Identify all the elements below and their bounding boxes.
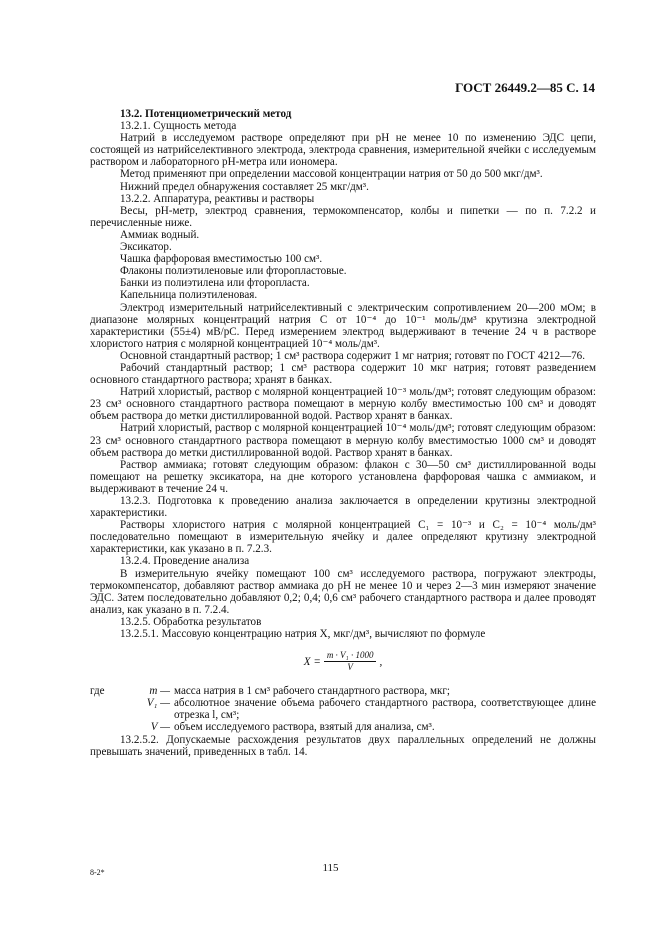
- paragraph: Метод применяют при определении массовой концентрации натрия от 50 до 500 мкг/дм³.: [120, 168, 543, 181]
- paragraph: Натрий в исследуемом растворе определяют при рН не менее 10 по изменению ЭДС цепи, состоящей из натрийселективного электрода, электрода сравнения, измерительной ячейки с исследуемым раствором и лабораторного рН-метра или иономера.: [90, 132, 596, 169]
- paragraph: Аммиак водный.: [120, 228, 200, 241]
- paragraph: Основной стандартный раствор; 1 см³ раствора содержит 1 мг натрия; готовят по ГОСТ 4212—76.: [120, 349, 585, 362]
- formula: [90, 650, 596, 673]
- section-title: 13.2. Потенциометрический метод: [120, 108, 292, 120]
- paragraph: Электрод измерительный натрийселективный с электрическим сопротивлением 20—200 мОм; в диапазоне молярных концентраций натрия С от 10⁻⁴ до 10⁻¹ моль/дм³ крутизна электродной характеристики (55±4) мВ/рС. Перед измерением электрод выдерживают в течение 24 ч в растворе хлористого натрия с молярной концентрацией 10⁻⁴ моль/дм³.: [90, 301, 596, 350]
- document-body: [90, 108, 596, 758]
- paragraph: 13.2.2. Аппаратура, реактивы и растворы: [120, 192, 315, 205]
- paragraph: Капельница полиэтиленовая.: [120, 289, 258, 302]
- paragraph: Нижний предел обнаружения составляет 25 мкг/дм³.: [120, 180, 369, 193]
- page-number: 115: [322, 862, 339, 874]
- variable-definition: [90, 721, 596, 733]
- variable-definition: [90, 685, 596, 697]
- formula-lhs: X =: [303, 655, 321, 668]
- paragraph: Натрий хлористый, раствор с молярной концентрацией 10⁻⁴ моль/дм³; готовят следующим образом: 23 см³ основного стандартного раствора помещают в мерную колбу вместимостью 1000 см³ и доводят объем раствора до метки дистиллированной водой. Раствор хранят в банках.: [90, 422, 596, 459]
- formula-fraction: [324, 650, 377, 673]
- formula-numerator: m · V₁ · 1000: [324, 650, 377, 662]
- paragraph: Натрий хлористый, раствор с молярной концентрацией 10⁻³ моль/дм³; готовят следующим образом: 23 см³ основного стандартного раствора помещают в мерную колбу вместимостью 100 см³ и доводят объем раствора до метки дистиллированной водой. Раствор хранят в банках.: [90, 386, 596, 423]
- paragraph: В измерительную ячейку помещают 100 см³ исследуемого раствора, погружают электроды, термокомпенсатор, добавляют раствор аммиака до рН не менее 10 и через 2—3 мин измеряют значение ЭДС. Затем последовательно добавляют 0,2; 0,4; 0,6 см³ рабочего стандартного раствора и далее проводят анализ, как указано в п. 7.2.4.: [90, 567, 596, 616]
- variable-term: V —: [150, 721, 170, 734]
- formula-denominator: V: [347, 662, 353, 673]
- where-lead: [90, 697, 140, 721]
- paragraph: 13.2.1. Сущность метода: [120, 120, 237, 133]
- document-header: ГОСТ 26449.2—85 С. 14: [455, 80, 595, 95]
- paragraph: Чашка фарфоровая вместимостью 100 см³.: [120, 253, 323, 266]
- paragraph: Флаконы полиэтиленовые или фторопластовые.: [120, 265, 347, 278]
- formula-tail: ,: [379, 655, 383, 668]
- paragraph: 13.2.5.1. Массовую концентрацию натрия X, мкг/дм³, вычисляют по формуле: [120, 628, 486, 641]
- paragraph: Рабочий стандартный раствор; 1 см³ раствора содержит 10 мкг натрия; готовят разведением основного стандартного раствора; хранят в банках.: [90, 361, 596, 387]
- paragraph: Эксикатор.: [120, 241, 172, 254]
- paragraph: 13.2.5. Обработка результатов: [120, 615, 262, 628]
- variable-term: m —: [149, 685, 170, 698]
- variable-description: абсолютное значение объема рабочего стандартного раствора, соответствующее длине отрезка l, см³;: [174, 697, 596, 722]
- variable-definition: [90, 697, 596, 721]
- where-lead: [90, 721, 140, 733]
- paragraph: Банки из полиэтилена или фторопласта.: [120, 277, 310, 290]
- variable-term: V₁ —: [146, 697, 170, 710]
- variable-description: масса натрия в 1 см³ рабочего стандартного раствора, мкг;: [174, 685, 450, 698]
- sheet-mark: 8-2*: [90, 868, 105, 877]
- paragraph: 13.2.4. Проведение анализа: [120, 555, 250, 568]
- paragraph: Раствор аммиака; готовят следующим образом: флакон с 30—50 см³ дистиллированной воды помещают на решетку эксикатора, на дне которого установлена фарфоровая чашка с аммиаком, и выдерживают в течение 24 ч.: [90, 458, 596, 495]
- paragraph: Весы, рН-метр, электрод сравнения, термокомпенсатор, колбы и пипетки — по п. 7.2.2 и перечисленные ниже.: [90, 204, 596, 229]
- variable-description: объем исследуемого раствора, взятый для анализа, см³.: [174, 721, 435, 734]
- where-lead: где: [90, 685, 105, 698]
- paragraph: 13.2.3. Подготовка к проведению анализа заключается в определении крутизны электродной характеристики.: [90, 495, 596, 520]
- paragraph: 13.2.5.2. Допускаемые расхождения результатов двух параллельных определений не должны превышать значений, приведенных в табл. 14.: [90, 733, 596, 758]
- paragraph: Растворы хлористого натрия с молярной концентрацией С₁ = 10⁻³ и С₂ = 10⁻⁴ моль/дм³ последовательно помещают в измерительную ячейку и далее определяют крутизну электродной характеристики, как указано в п. 7.2.3.: [90, 519, 596, 556]
